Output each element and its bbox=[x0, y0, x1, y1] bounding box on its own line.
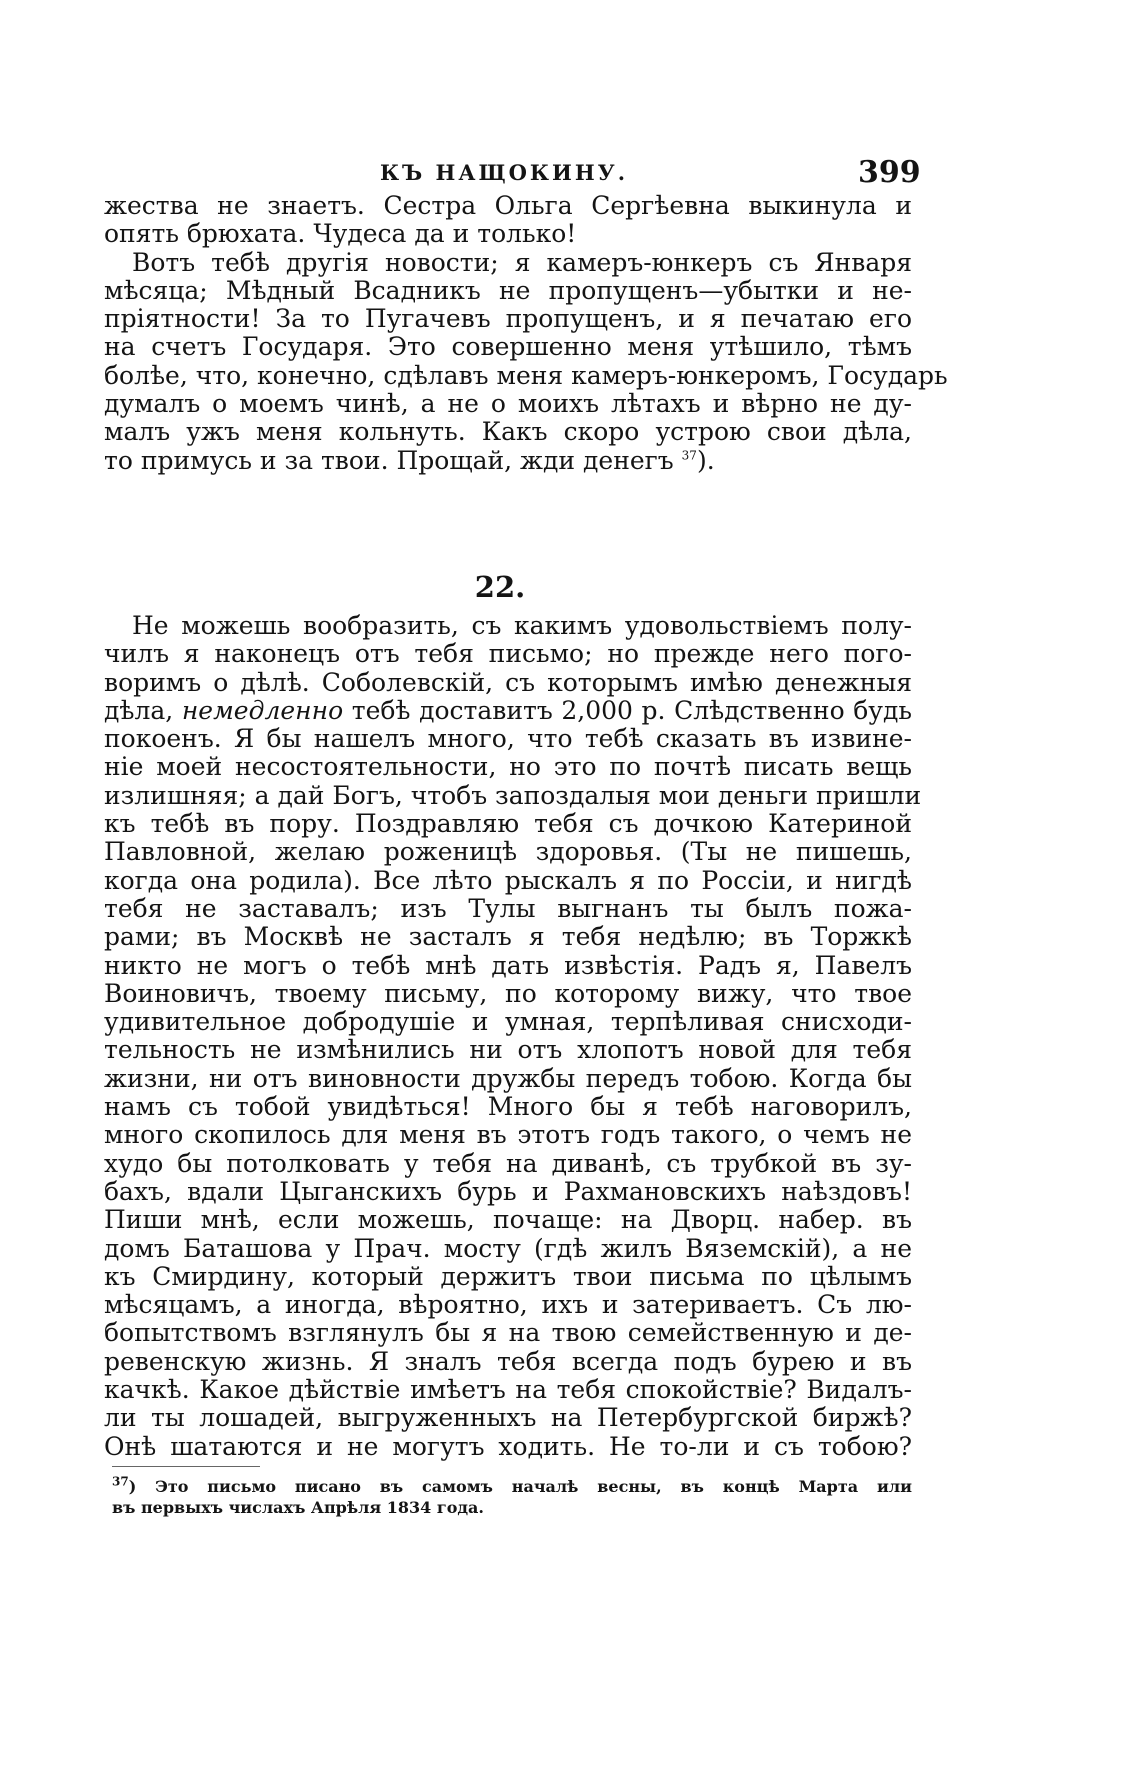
text-fragment: ) Это письмо писано въ самомъ началѣ весны, въ концѣ Марта или bbox=[128, 1477, 912, 1496]
text-line: ніе моей несостоятельности, но это по почтѣ писать вещь bbox=[104, 752, 912, 782]
text-line: воримъ о дѣлѣ. Соболевскій, съ которымъ имѣю денежныя bbox=[104, 667, 912, 697]
text-line: много скопилось для меня въ этотъ годъ такого, о чемъ не bbox=[104, 1120, 912, 1150]
text-line: покоенъ. Я бы нашелъ много, что тебѣ сказать въ извине- bbox=[104, 724, 912, 754]
text-line: Онѣ шатаются и не могутъ ходить. Не то-ли и съ тобою? bbox=[104, 1431, 912, 1461]
text-line: бопытствомъ взглянулъ бы я на твою семейственную и де- bbox=[104, 1318, 912, 1348]
text-line: Воиновичъ, твоему письму, по которому вижу, что твое bbox=[104, 978, 912, 1008]
text-line: тебя не заставалъ; изъ Тулы выгнанъ ты былъ пожа- bbox=[104, 893, 912, 923]
text-line: тельность не измѣнились ни отъ хлопотъ новой для тебя bbox=[104, 1035, 912, 1065]
footnote-line: въ первыхъ числахъ Апрѣля 1834 года. bbox=[112, 1498, 484, 1517]
footnote-number: 37 bbox=[112, 1474, 129, 1489]
emphasized-word: немедленно bbox=[181, 695, 344, 725]
text-line: ревенскую жизнь. Я зналъ тебя всегда подъ бурею и въ bbox=[104, 1346, 912, 1376]
text-line: мѣсяца; Мѣдный Всадникъ не пропущенъ—убытки и не- bbox=[104, 275, 912, 305]
text-line: думалъ о моемъ чинѣ, а не о моихъ лѣтахъ и вѣрно не ду- bbox=[104, 389, 912, 419]
text-line: къ Смирдину, который держитъ твои письма по цѣлымъ bbox=[104, 1261, 912, 1291]
text-fragment: дѣла, bbox=[104, 695, 174, 725]
text-fragment: то примусь и за твои. Прощай, жди денегъ bbox=[104, 445, 674, 475]
text-line: Пиши мнѣ, если можешь, почаще: на Дворц. набер. въ bbox=[104, 1205, 912, 1235]
text-line: Не можешь вообразить, съ какимъ удовольствіемъ полу- bbox=[132, 611, 912, 640]
text-line: никто не могъ о тебѣ мнѣ дать извѣстія. Радъ я, Павелъ bbox=[104, 950, 912, 980]
text-line: пріятности! За то Пугачевъ пропущенъ, и я печатаю его bbox=[104, 304, 912, 334]
text-line: опять брюхата. Чудеса да и только! bbox=[104, 219, 577, 249]
page-number: 399 bbox=[858, 155, 921, 190]
text-line: болѣе, что, конечно, сдѣлавъ меня камеръ-юнкеромъ, Государь bbox=[104, 360, 948, 390]
text-line: мѣсяцамъ, а иногда, вѣроятно, ихъ и затериваетъ. Съ лю- bbox=[104, 1290, 912, 1320]
letter-21-ending bbox=[104, 191, 948, 475]
text-line: худо бы потолковать у тебя на диванѣ, съ трубкой въ зу- bbox=[104, 1148, 912, 1178]
text-line: жизни, ни отъ виновности дружбы передъ тобою. Когда бы bbox=[104, 1063, 912, 1093]
text-line: намъ съ тобой увидѣться! Много бы я тебѣ наговорилъ, bbox=[104, 1092, 912, 1122]
text-line: жества не знаетъ. Сестра Ольга Сергѣевна выкинула и bbox=[104, 191, 912, 220]
text-line: бахъ, вдали Цыганскихъ бурь и Рахмановскихъ наѣздовъ! bbox=[104, 1176, 912, 1206]
text-line: къ тебѣ въ пору. Поздравляю тебя съ дочкою Катериной bbox=[104, 809, 912, 839]
footnote-divider bbox=[112, 1466, 260, 1467]
text-line: малъ ужъ меня кольнуть. Какъ скоро устрою свои дѣла, bbox=[104, 417, 912, 447]
letter-22-body bbox=[104, 611, 922, 1461]
text-line: Вотъ тебѣ другія новости; я камеръ-юнкеръ съ Января bbox=[132, 247, 912, 277]
text-line: ли ты лошадей, выгруженныхъ на Петербургской биржѣ? bbox=[104, 1403, 912, 1433]
text-fragment: тебѣ доставитъ 2,000 р. Слѣдственно будь bbox=[351, 695, 913, 725]
footnote-line bbox=[112, 1476, 912, 1497]
text-line: излишняя; а дай Богъ, чтобъ запоздалыя мои деньги пришли bbox=[104, 780, 922, 810]
text-line: Павловной, желаю роженицѣ здоровья. (Ты не пишешь, bbox=[104, 837, 912, 867]
footnote bbox=[112, 1476, 912, 1518]
letter-number: 22. bbox=[474, 570, 526, 604]
running-head: КЪ НАЩОКИНУ. bbox=[380, 160, 629, 185]
footnote-reference: 37 bbox=[681, 448, 697, 463]
text-line: качкѣ. Какое дѣйствіе имѣетъ на тебя спокойствіе? Видалъ- bbox=[104, 1375, 912, 1405]
text-line: чилъ я наконецъ отъ тебя письмо; но прежде него пого- bbox=[104, 639, 912, 669]
text-line bbox=[104, 447, 912, 475]
text-line-emphasis bbox=[104, 697, 912, 725]
text-line: домъ Баташова у Прач. мосту (гдѣ жилъ Вяземскій), а не bbox=[104, 1233, 912, 1263]
text-line: рами; въ Москвѣ не засталъ я тебя недѣлю; въ Торжкѣ bbox=[104, 922, 912, 952]
text-line: удивительное добродушіе и умная, терпѣливая снисходи- bbox=[104, 1007, 912, 1037]
text-line: когда она родила). Все лѣто рыскалъ я по Россіи, и нигдѣ bbox=[104, 865, 912, 895]
text-line: на счетъ Государя. Это совершенно меня утѣшило, тѣмъ bbox=[104, 332, 912, 362]
text-fragment: ). bbox=[696, 445, 715, 475]
